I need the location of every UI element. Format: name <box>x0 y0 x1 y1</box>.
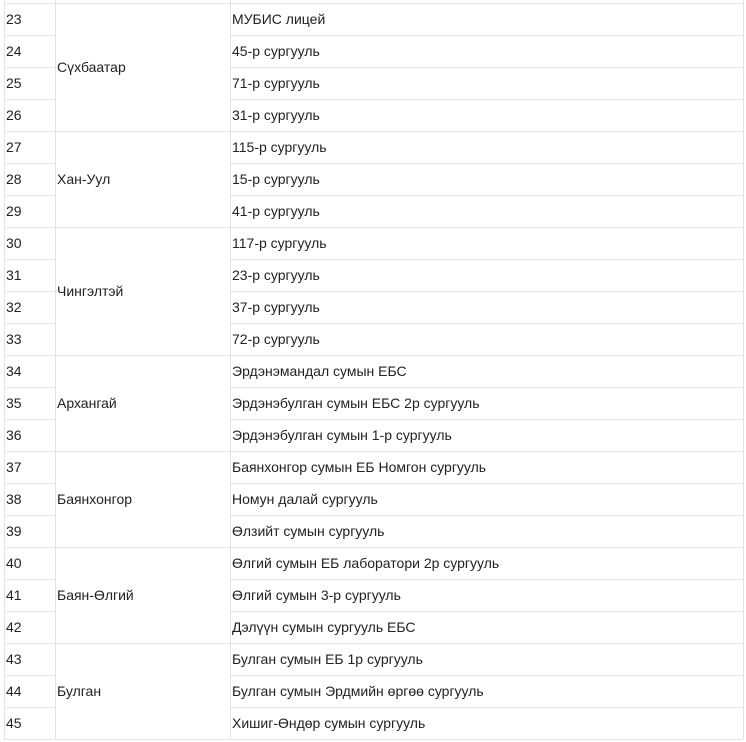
row-divider <box>230 515 743 516</box>
row-divider <box>4 3 743 4</box>
row-divider <box>4 707 55 708</box>
row-divider <box>4 579 55 580</box>
district-cell[interactable]: Булган <box>57 683 102 699</box>
row-divider <box>230 611 743 612</box>
row-divider <box>4 387 55 388</box>
school-name-cell[interactable]: Дэлүүн сумын сургууль ЕБС <box>232 619 416 635</box>
row-divider <box>4 35 55 36</box>
row-divider <box>230 291 743 292</box>
row-divider <box>4 259 55 260</box>
row-number[interactable]: 35 <box>6 395 22 411</box>
school-name-cell[interactable]: 71-р сургууль <box>232 75 320 91</box>
column-divider <box>4 0 5 739</box>
row-number[interactable]: 39 <box>6 523 22 539</box>
school-name-cell[interactable]: Өлзийт сумын сургууль <box>232 523 385 539</box>
school-name-cell[interactable]: Эрдэнэмандал сумын ЕБС <box>232 363 407 379</box>
school-name-cell[interactable]: 72-р сургууль <box>232 331 320 347</box>
row-divider <box>230 67 743 68</box>
row-number[interactable]: 27 <box>6 139 22 155</box>
row-number[interactable]: 34 <box>6 363 22 379</box>
school-name-cell[interactable]: 41-р сургууль <box>232 203 320 219</box>
row-number[interactable]: 28 <box>6 171 22 187</box>
row-number[interactable]: 42 <box>6 619 22 635</box>
row-divider <box>4 515 55 516</box>
school-name-cell[interactable]: 31-р сургууль <box>232 107 320 123</box>
row-number[interactable]: 41 <box>6 587 22 603</box>
school-name-cell[interactable]: Номун далай сургууль <box>232 491 378 507</box>
school-name-cell[interactable]: 45-р сургууль <box>232 43 320 59</box>
row-number[interactable]: 40 <box>6 555 22 571</box>
row-divider <box>4 739 743 740</box>
row-number[interactable]: 29 <box>6 203 22 219</box>
row-divider <box>4 419 55 420</box>
row-divider <box>4 483 55 484</box>
school-name-cell[interactable]: МУБИС лицей <box>232 11 326 27</box>
district-cell[interactable]: Чингэлтэй <box>57 283 124 299</box>
district-cell[interactable]: Баян-Өлгий <box>57 587 134 603</box>
school-name-cell[interactable]: Өлгий сумын ЕБ лаборатори 2р сургууль <box>232 555 500 571</box>
district-cell[interactable]: Баянхонгор <box>57 491 133 507</box>
row-number[interactable]: 24 <box>6 43 22 59</box>
row-divider <box>230 163 743 164</box>
school-name-cell[interactable]: Хишиг-Өндөр сумын сургууль <box>232 715 426 731</box>
school-name-cell[interactable]: Булган сумын Эрдмийн өргөө сургууль <box>232 683 484 699</box>
row-divider <box>230 323 743 324</box>
row-divider <box>4 67 55 68</box>
row-divider <box>230 483 743 484</box>
row-divider <box>230 35 743 36</box>
district-cell[interactable]: Архангай <box>57 395 117 411</box>
row-number[interactable]: 23 <box>6 11 22 27</box>
school-name-cell[interactable]: Булган сумын ЕБ 1р сургууль <box>232 651 423 667</box>
row-divider <box>230 195 743 196</box>
school-name-cell[interactable]: Өлгий сумын 3-р сургууль <box>232 587 401 603</box>
row-divider <box>4 163 55 164</box>
row-number[interactable]: 38 <box>6 491 22 507</box>
school-name-cell[interactable]: Эрдэнэбулган сумын ЕБС 2р сургууль <box>232 395 480 411</box>
row-divider <box>4 291 55 292</box>
row-divider <box>230 419 743 420</box>
row-divider <box>4 675 55 676</box>
row-divider <box>4 611 55 612</box>
school-name-cell[interactable]: 23-р сургууль <box>232 267 320 283</box>
school-name-cell[interactable]: 15-р сургууль <box>232 171 320 187</box>
row-number[interactable]: 45 <box>6 715 22 731</box>
row-divider <box>4 99 55 100</box>
row-number[interactable]: 44 <box>6 683 22 699</box>
row-number[interactable]: 30 <box>6 235 22 251</box>
district-cell[interactable]: Хан-Уул <box>57 171 111 187</box>
row-divider <box>230 675 743 676</box>
row-divider <box>230 707 743 708</box>
row-divider <box>230 579 743 580</box>
school-name-cell[interactable]: 117-р сургууль <box>232 235 327 251</box>
row-number[interactable]: 31 <box>6 267 22 283</box>
row-divider <box>230 259 743 260</box>
row-number[interactable]: 25 <box>6 75 22 91</box>
row-number[interactable]: 32 <box>6 299 22 315</box>
row-number[interactable]: 36 <box>6 427 22 443</box>
row-divider <box>4 323 55 324</box>
row-number[interactable]: 26 <box>6 107 22 123</box>
column-divider <box>743 0 744 739</box>
column-divider <box>55 0 56 739</box>
district-cell[interactable]: Сүхбаатар <box>57 59 126 75</box>
row-number[interactable]: 37 <box>6 459 22 475</box>
row-number[interactable]: 33 <box>6 331 22 347</box>
row-divider <box>4 195 55 196</box>
school-name-cell[interactable]: Эрдэнэбулган сумын 1-р сургууль <box>232 427 452 443</box>
row-divider <box>230 387 743 388</box>
row-divider <box>230 99 743 100</box>
column-divider <box>230 0 231 739</box>
row-number[interactable]: 43 <box>6 651 22 667</box>
school-name-cell[interactable]: Баянхонгор сумын ЕБ Номгон сургууль <box>232 459 487 475</box>
school-name-cell[interactable]: 37-р сургууль <box>232 299 320 315</box>
school-name-cell[interactable]: 115-р сургууль <box>232 139 327 155</box>
